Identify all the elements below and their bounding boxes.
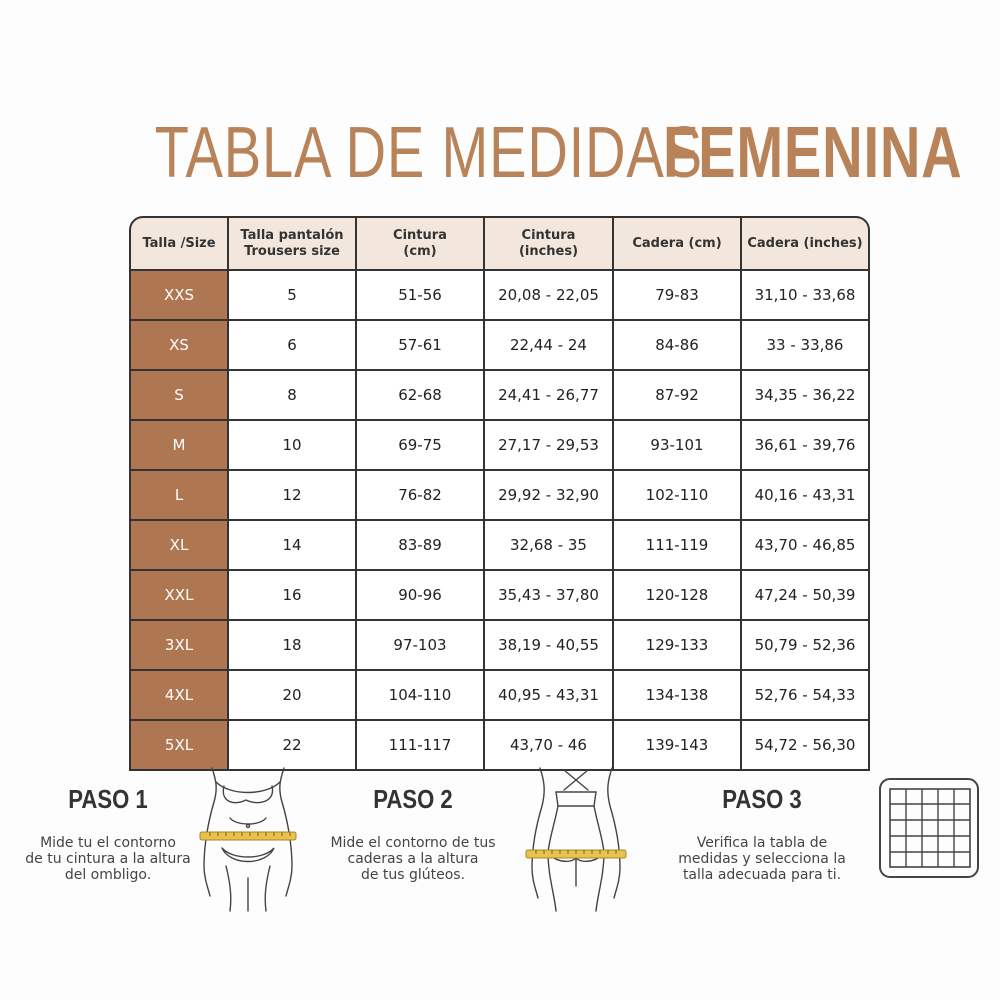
table-cell: 111-119	[614, 521, 742, 571]
table-cell: 90-96	[357, 571, 485, 621]
table-cell: 134-138	[614, 671, 742, 721]
size-label-cell: 3XL	[129, 621, 229, 671]
table-cell: 32,68 - 35	[485, 521, 614, 571]
table-cell: 8	[229, 371, 357, 421]
table-cell: 18	[229, 621, 357, 671]
table-cell: 31,10 - 33,68	[742, 271, 870, 321]
column-header: Cadera (inches)	[742, 216, 870, 271]
table-cell: 6	[229, 321, 357, 371]
step-description: Mide el contorno de tus caderas a la altura de tus glúteos.	[330, 835, 496, 883]
size-table	[129, 216, 870, 771]
table-cell: 33 - 33,86	[742, 321, 870, 371]
table-cell: 12	[229, 471, 357, 521]
table-row	[129, 271, 870, 321]
table-cell: 36,61 - 39,76	[742, 421, 870, 471]
table-cell: 120-128	[614, 571, 742, 621]
size-label-cell: M	[129, 421, 229, 471]
table-cell: 43,70 - 46,85	[742, 521, 870, 571]
column-header: Cadera (cm)	[614, 216, 742, 271]
title-bold: FEMENINA	[662, 113, 963, 193]
table-cell: 102-110	[614, 471, 742, 521]
size-label-cell: XXS	[129, 271, 229, 321]
step-1	[18, 784, 198, 883]
table-cell: 14	[229, 521, 357, 571]
table-cell: 139-143	[614, 721, 742, 771]
table-cell: 69-75	[357, 421, 485, 471]
table-cell: 51-56	[357, 271, 485, 321]
table-cell: 129-133	[614, 621, 742, 671]
table-cell: 93-101	[614, 421, 742, 471]
table-row	[129, 721, 870, 771]
size-label-cell: 5XL	[129, 721, 229, 771]
column-header: Cintura (inches)	[485, 216, 614, 271]
table-row	[129, 621, 870, 671]
table-row	[129, 421, 870, 471]
table-cell: 111-117	[357, 721, 485, 771]
table-cell: 27,17 - 29,53	[485, 421, 614, 471]
size-grid-icon	[878, 777, 982, 879]
table-cell: 54,72 - 56,30	[742, 721, 870, 771]
table-row	[129, 371, 870, 421]
step-heading: PASO 2	[373, 784, 453, 814]
table-cell: 104-110	[357, 671, 485, 721]
size-label-cell: S	[129, 371, 229, 421]
table-cell: 50,79 - 52,36	[742, 621, 870, 671]
step-3	[668, 784, 856, 883]
step-description: Mide tu el contorno de tu cintura a la altura del ombligo.	[25, 835, 191, 883]
size-label-cell: XXL	[129, 571, 229, 621]
page-title	[0, 112, 1000, 194]
table-cell: 76-82	[357, 471, 485, 521]
table-row	[129, 671, 870, 721]
table-header-row	[129, 216, 870, 271]
table-row	[129, 521, 870, 571]
table-cell: 62-68	[357, 371, 485, 421]
hips-figure-icon	[524, 766, 628, 912]
table-cell: 29,92 - 32,90	[485, 471, 614, 521]
size-label-cell: XL	[129, 521, 229, 571]
table-cell: 79-83	[614, 271, 742, 321]
table-cell: 97-103	[357, 621, 485, 671]
waist-figure-icon	[196, 766, 300, 912]
table-cell: 47,24 - 50,39	[742, 571, 870, 621]
title-light: TABLA DE MEDIDAS	[154, 113, 703, 193]
table-cell: 43,70 - 46	[485, 721, 614, 771]
table-cell: 22	[229, 721, 357, 771]
step-description: Verifica la tabla de medidas y selecciona la talla adecuada para ti.	[678, 835, 846, 883]
step-2	[322, 784, 504, 883]
table-cell: 83-89	[357, 521, 485, 571]
table-cell: 20	[229, 671, 357, 721]
table-cell: 24,41 - 26,77	[485, 371, 614, 421]
table-cell: 52,76 - 54,33	[742, 671, 870, 721]
table-cell: 38,19 - 40,55	[485, 621, 614, 671]
table-cell: 84-86	[614, 321, 742, 371]
table-row	[129, 571, 870, 621]
table-cell: 16	[229, 571, 357, 621]
size-label-cell: XS	[129, 321, 229, 371]
step-heading: PASO 3	[722, 784, 802, 814]
table-cell: 10	[229, 421, 357, 471]
table-cell: 87-92	[614, 371, 742, 421]
table-row	[129, 321, 870, 371]
table-cell: 40,95 - 43,31	[485, 671, 614, 721]
step-heading: PASO 1	[68, 784, 148, 814]
table-body	[129, 271, 870, 771]
size-label-cell: 4XL	[129, 671, 229, 721]
table-cell: 22,44 - 24	[485, 321, 614, 371]
table-cell: 40,16 - 43,31	[742, 471, 870, 521]
table-row	[129, 471, 870, 521]
column-header: Talla /Size	[129, 216, 229, 271]
size-label-cell: L	[129, 471, 229, 521]
table-cell: 34,35 - 36,22	[742, 371, 870, 421]
table-cell: 20,08 - 22,05	[485, 271, 614, 321]
table-cell: 57-61	[357, 321, 485, 371]
column-header: Cintura (cm)	[357, 216, 485, 271]
table-cell: 5	[229, 271, 357, 321]
column-header: Talla pantalón Trousers size	[229, 216, 357, 271]
table-cell: 35,43 - 37,80	[485, 571, 614, 621]
